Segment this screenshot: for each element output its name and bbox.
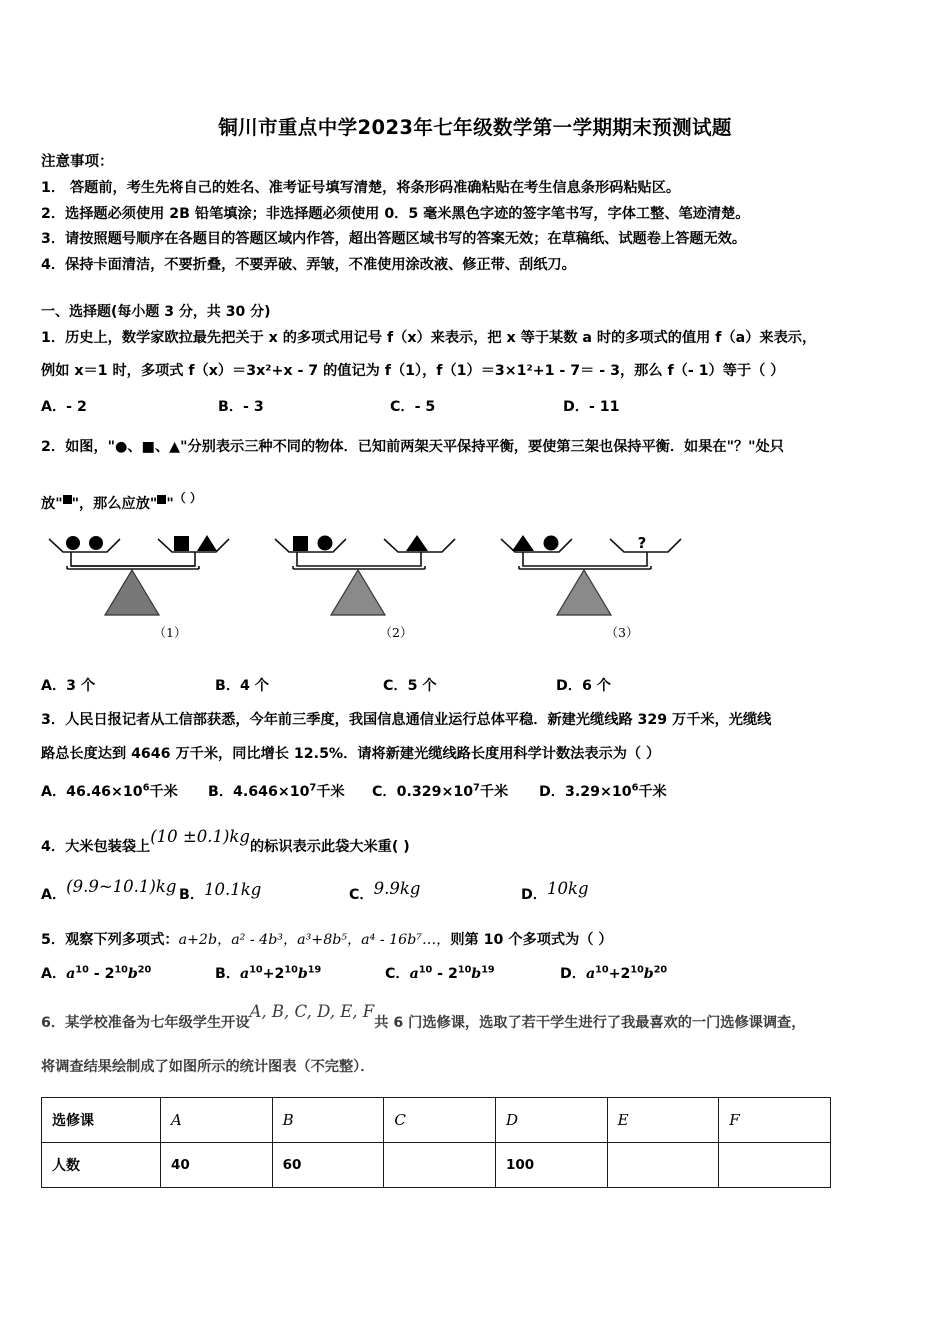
question-1-option-d[interactable]: D．- 11 [563,399,620,415]
question-5-text-pre: 观察下列多项式： [65,932,179,948]
question-1-option-a[interactable]: A．- 2 [41,399,87,415]
question-5-option-d-exp2: 10 [630,964,644,976]
question-2-line-1 [41,437,784,457]
balance-scale-2 [267,533,525,638]
question-5-option-c-base2: b [471,966,482,982]
notice-item-2 [41,202,911,228]
question-3-option-d-mantissa: 3.29×10 [564,784,632,800]
table-cell-count-f [719,1143,831,1188]
question-5-option-d-exp3: 20 [653,964,668,976]
table-row-courses [42,1098,831,1143]
table-cell-course-f: F [719,1098,831,1143]
notice-item-1 [41,176,911,202]
question-3-option-d-unit: 千米 [638,784,667,800]
table-cell-count-d: 100 [495,1143,607,1188]
question-5-option-a-op: - 2 [88,966,115,982]
question-5-option-d-label: D． [560,966,586,982]
question-2-number: 2． [41,439,66,455]
question-2-text-2c: " [166,496,174,512]
question-4-math-label: (10 ±0.1)kg [150,827,250,846]
question-1-text-1: 历史上，数学家欧拉最先把关于 x 的多项式用记号 f（x）来表示，把 x 等于某数 a 时的多项式的值用 f（a）来表示， [65,330,817,346]
question-3-line-1 [41,710,771,730]
question-3-text-2: 路总长度达到 4646 万千米，同比增长 12.5%．请将新建光缆线路长度用科学计数法表示为（ ） [41,746,661,762]
question-3-option-b-exponent: 7 [309,782,317,794]
question-3-line-2 [41,744,660,764]
table-cell-course-a: A [161,1098,273,1143]
question-3-text-1: 人民日报记者从工信部获悉，今年前三季度，我国信息通信业运行总体平稳．新建光缆线路 329 万千米，光缆线 [65,712,772,728]
question-4-line-1 [41,827,410,857]
question-5-option-d-op: +2 [608,966,631,982]
question-3-option-c[interactable] [372,781,539,801]
question-6-text-2: 将调查结果绘制成了如图所示的统计图表（不完整）． [41,1059,375,1075]
question-3-option-a-label: A． [41,784,67,800]
question-2-option-a[interactable]: A．3 个 [41,678,96,694]
question-3-option-d[interactable] [539,781,667,801]
question-3-option-a-mantissa: 46.46×10 [66,784,143,800]
question-5-option-b-base2: b [297,966,308,982]
question-4-option-d-math: 10kg [546,879,589,898]
question-4-option-b-label: B． [179,887,205,903]
question-3-option-a[interactable] [41,781,208,801]
question-5-option-c-label: C． [385,966,410,982]
question-4-option-d-label: D． [521,887,547,903]
question-1-number: 1． [41,330,66,346]
question-3-option-a-unit: 千米 [149,784,178,800]
question-4-option-b-math: 10.1kg [204,880,262,899]
question-4-option-a-math: (9.9~10.1)kg [66,877,177,896]
question-4-option-b[interactable] [179,880,349,904]
question-1-line-1 [41,328,816,348]
question-5-option-b-label: B． [215,966,241,982]
question-5-number: 5． [41,932,66,948]
table-cell-count-e [607,1143,719,1188]
notice-heading: 注意事项： [41,154,114,170]
question-3-option-d-label: D． [539,784,565,800]
question-6-text-pre: 某学校准备为七年级学生开设 [65,1015,250,1031]
question-5-option-b-base1: a [240,966,250,982]
table-row-label-courses: 选修课 [42,1098,161,1143]
question-2-option-c[interactable]: C．5 个 [383,678,437,694]
question-1-line-2 [41,361,784,381]
question-4-number: 4． [41,839,66,855]
balance-scale-3 [493,533,751,638]
question-4-option-c-math: 9.9kg [373,879,421,898]
question-5-text-post: 则第 10 个多项式为（ ） [450,932,613,948]
question-5-option-d-base2: b [643,966,654,982]
question-5-option-c-op: - 2 [432,966,458,982]
question-2-option-b[interactable]: B．4 个 [215,678,269,694]
balance-scale-3-caption: （3） [605,625,639,640]
table-cell-course-b: B [272,1098,384,1143]
question-4-option-c-label: C． [349,887,374,903]
question-3-options [41,781,667,801]
table-row-label-count: 人数 [42,1143,161,1188]
question-5-option-d[interactable] [560,963,667,983]
question-mark-glyph: ? [637,534,647,552]
question-5-option-a-exp1: 10 [75,964,89,976]
notice-item-4-text: 4．保持卡面清洁，不要折叠，不要弄破、弄皱，不准使用涂改液、修正带、刮纸刀。 [41,256,576,273]
notice-item-4 [41,253,911,279]
section-header-choice: 一、选择题(每小题 3 分，共 30 分) [41,304,271,320]
square-glyph-inline-2 [157,495,166,504]
question-1-option-c[interactable]: C．- 5 [390,399,436,415]
question-3-option-a-exponent: 6 [142,782,150,794]
question-5-option-a-label: A． [41,966,67,982]
question-5-option-c-exp3: 19 [481,964,495,976]
question-2-option-d[interactable]: D．6 个 [556,678,611,694]
question-6-number: 6． [41,1015,66,1031]
notice-item-2-text: 2．选择题必须使用 2B 铅笔填涂；非选择题必须使用 0．5 毫米黑色字迹的签字笔书写，字体工整、笔迹清楚。 [41,205,750,222]
question-3-option-b-unit: 千米 [316,784,345,800]
balance-scale-2-caption: （2） [379,625,413,640]
question-1-options [41,396,620,416]
question-5-option-d-base1: a [585,966,596,982]
question-2-text-2a: 放" [41,496,63,512]
question-5-option-b[interactable] [215,963,385,983]
table-cell-count-a: 40 [161,1143,273,1188]
table-cell-course-c: C [384,1098,496,1143]
table-cell-course-e: E [607,1098,719,1143]
question-3-option-c-unit: 千米 [479,784,509,800]
question-4-text-after: 的标识表示此袋大米重( ) [249,839,410,855]
question-5-option-c[interactable] [385,963,560,983]
question-3-option-c-label: C． [372,784,397,800]
question-5-option-b-exp3: 19 [307,964,322,976]
table-cell-course-d: D [495,1098,607,1143]
question-2-line-2 [41,488,202,514]
question-4-option-a-label: A． [41,887,67,903]
question-2-text-1: 如图，"●、■、▲"分别表示三种不同的物体．已知前两架天平保持平衡，要使第三架也保持平衡．如果在"？"处只 [65,439,784,455]
question-2-text-2b: "，那么应放" [71,496,158,512]
question-5-option-c-base1: a [409,966,419,982]
question-5-line-1 [41,930,613,950]
question-2-options [41,675,611,695]
stats-table [41,1097,831,1188]
question-3-option-d-exponent: 6 [631,782,639,794]
question-5-option-b-op: +2 [262,966,285,982]
question-3-option-b-label: B． [208,784,234,800]
question-6-text-post: 共 6 门选修课，选取了若干学生进行了我最喜欢的一门选修课调查， [374,1015,806,1031]
question-5-math-sequence: a+2b，a² - 4b³，a³+8b⁵，a⁴ - 16b⁷…， [178,932,451,948]
question-4-options [41,877,589,904]
square-glyph-inline-1 [63,495,72,504]
question-5-option-a-exp2: 10 [114,964,128,976]
question-5-option-b-exp1: 10 [249,964,263,976]
question-5-option-c-exp2: 10 [457,964,472,976]
question-2-answer-paren: （ ） [173,491,202,505]
question-3-option-c-exponent: 7 [473,782,480,794]
table-row-counts [42,1143,831,1188]
question-5-option-c-exp1: 10 [418,964,433,976]
question-5-option-a-base1: a [66,966,76,982]
question-1-option-b[interactable]: B．- 3 [218,399,264,415]
question-3-option-b-mantissa: 4.646×10 [233,784,310,800]
notice-block [41,150,911,278]
notice-item-3 [41,227,911,253]
page-title: 铜川市重点中学2023年七年级数学第一学期期末预测试题 [218,116,732,139]
balance-scale-1-caption: （1） [153,625,187,640]
table-cell-count-c [384,1143,496,1188]
question-3-option-c-mantissa: 0.329×10 [396,784,474,800]
question-6-line-2 [41,1057,374,1077]
question-4-text-before: 大米包装袋上 [65,839,151,855]
question-4-option-a[interactable] [41,877,179,904]
question-4-option-c[interactable] [349,879,521,904]
question-5-option-a[interactable] [41,963,215,983]
question-5-option-d-exp1: 10 [595,964,609,976]
question-6-line-1 [41,1002,806,1033]
table-cell-count-b: 60 [272,1143,384,1188]
notice-item-3-text: 3．请按照题号顺序在各题目的答题区域内作答，超出答题区域书写的答案无效；在草稿纸、试题卷上答题无效。 [41,231,747,247]
question-4-option-d[interactable] [521,879,589,904]
question-5-option-a-base2: b [127,966,138,982]
question-3-number: 3． [41,712,66,728]
question-1-text-2: 例如 x＝1 时，多项式 f（x）＝3x²+x - 7 的值记为 f（1），f（1）＝3×1²+1 - 7＝ - 3，那么 f（- 1）等于（ ） [41,363,785,379]
balance-scales-figure [41,533,841,643]
question-5-option-b-exp2: 10 [284,964,298,976]
question-5-option-a-exp3: 20 [137,964,152,976]
question-3-option-b[interactable] [208,781,372,801]
balance-scale-1 [41,533,299,638]
notice-item-1-text: 1． 答题前，考生先将自己的姓名、准考证号填写清楚，将条形码准确粘贴在考生信息条形码粘贴区。 [41,180,681,196]
question-5-options [41,963,667,983]
question-6-math-courses: A, B, C, D, E, F [249,1002,375,1021]
